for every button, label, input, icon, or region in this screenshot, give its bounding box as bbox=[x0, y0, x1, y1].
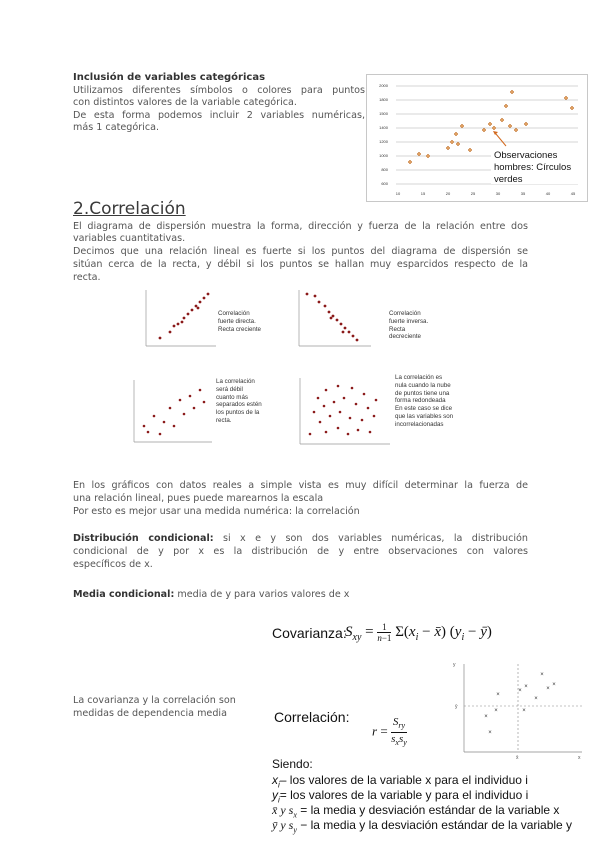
point bbox=[349, 417, 352, 420]
point bbox=[159, 337, 162, 340]
point bbox=[183, 413, 186, 416]
point bbox=[337, 385, 340, 388]
annotation-line-3: verdes bbox=[494, 174, 523, 185]
categorical-scatter-figure bbox=[366, 74, 588, 202]
point bbox=[355, 403, 358, 406]
point bbox=[153, 415, 156, 418]
panel-strong-inverse-plot bbox=[295, 288, 373, 350]
point bbox=[325, 431, 328, 434]
point bbox=[173, 425, 176, 428]
point bbox=[207, 293, 210, 296]
panel-strong-direct-plot bbox=[140, 288, 218, 350]
point bbox=[199, 301, 202, 304]
categoricas-line-1: Utilizamos diferentes símbolos o colores para puntos bbox=[73, 85, 365, 96]
correlacion-p1-line-2: variables cuantitativas. bbox=[73, 233, 186, 244]
panel-null-plot bbox=[296, 376, 392, 448]
caption-line: La correlación bbox=[216, 378, 255, 385]
point bbox=[375, 399, 378, 402]
media-definition: media de y para varios valores de x bbox=[177, 589, 350, 600]
caption-line: Correlación bbox=[389, 310, 421, 317]
point bbox=[373, 415, 376, 418]
caption-line: Recta creciente bbox=[218, 325, 261, 333]
point bbox=[203, 297, 206, 300]
x-tick: 25 bbox=[470, 191, 476, 196]
point: × bbox=[494, 708, 498, 714]
categoricas-line-2: con distintos valores de la variable categórica. bbox=[73, 97, 297, 108]
panel-weak-plot bbox=[130, 378, 214, 446]
y-tick: 1500 bbox=[379, 111, 388, 116]
correlacion-p2-line-3: recta. bbox=[73, 272, 101, 283]
x-tick: 30 bbox=[495, 191, 501, 196]
caption-line: de puntos tiene una bbox=[395, 389, 450, 397]
caption-line: nula cuando la nube bbox=[395, 381, 451, 389]
siendo-text: = la media y desviación estándar de la variable x bbox=[300, 803, 560, 817]
point: × bbox=[540, 672, 544, 678]
point bbox=[348, 331, 351, 334]
caption-line: Recta bbox=[389, 325, 406, 333]
point bbox=[361, 419, 364, 422]
point: × bbox=[488, 730, 492, 736]
correlacion-p2-line-2: sitúan cerca de la recta, y débil si los puntos se hallan muy esparcidos respecto de la bbox=[73, 259, 528, 270]
point bbox=[187, 313, 190, 316]
distribucion-line-2: condicional de y por x es la distribución de y entre observaciones con valores bbox=[73, 546, 528, 557]
point bbox=[195, 305, 198, 308]
annotation-line-1: Observaciones bbox=[494, 150, 558, 161]
caption-line: decreciente bbox=[389, 333, 421, 341]
point bbox=[356, 339, 359, 342]
caption-line: separados estén bbox=[216, 401, 262, 409]
point bbox=[143, 425, 146, 428]
point: × bbox=[484, 714, 488, 720]
x-axis-letter: x bbox=[578, 755, 581, 760]
point bbox=[179, 399, 182, 402]
distribucion-term: Distribución condicional: bbox=[73, 533, 214, 544]
siendo-line-4: ȳ y $s_y$ − la media y la desviación estándar de la variable y bbox=[272, 818, 573, 835]
y-tick: 1200 bbox=[379, 139, 388, 144]
caption-line: Correlación bbox=[218, 310, 250, 317]
point bbox=[330, 317, 333, 320]
correlacion-p1-line-1: El diagrama de dispersión muestra la forma, dirección y fuerza de la relación entre dos bbox=[73, 221, 528, 232]
annotation-line-2: hombres: Círculos bbox=[494, 162, 572, 173]
point bbox=[337, 427, 340, 430]
point bbox=[163, 421, 166, 424]
point: × bbox=[546, 686, 550, 692]
point bbox=[197, 307, 200, 310]
distribucion-definition: si x e y son dos variables numéricas, la distribución bbox=[223, 533, 528, 544]
media-line bbox=[73, 589, 349, 601]
x-tick: 15 bbox=[420, 191, 426, 196]
covarianza-note-line-2: medidas de dependencia media bbox=[73, 708, 227, 719]
point bbox=[177, 323, 180, 326]
y-tick: 2000 bbox=[379, 83, 388, 88]
x-mean-letter: x̄ bbox=[516, 755, 519, 760]
siendo-line-3: x̄ y $s_x$ = la media y desviación estándar de la variable x bbox=[272, 803, 560, 820]
point: × bbox=[534, 696, 538, 702]
caption-line: forma redondeada bbox=[395, 397, 446, 405]
y-axis-letter: y bbox=[453, 662, 456, 668]
caption-line: incorrelacionadas bbox=[395, 420, 444, 428]
point bbox=[352, 335, 355, 338]
point bbox=[193, 407, 196, 410]
point bbox=[367, 407, 370, 410]
y-tick: 1800 bbox=[379, 97, 388, 102]
point bbox=[328, 311, 331, 314]
point: × bbox=[496, 692, 500, 698]
point bbox=[191, 309, 194, 312]
point bbox=[159, 433, 162, 436]
x-tick: 40 bbox=[545, 191, 551, 196]
point bbox=[169, 331, 172, 334]
point bbox=[363, 393, 366, 396]
caption-line: La correlación es bbox=[395, 374, 443, 381]
point bbox=[351, 387, 354, 390]
point bbox=[323, 405, 326, 408]
y-tick: 800 bbox=[381, 167, 388, 172]
point: × bbox=[524, 684, 528, 690]
correlacion-formula: r = $S_{ry}$ $s_xs_y$ bbox=[372, 716, 407, 748]
point bbox=[173, 325, 176, 328]
covarianza-formula: $S_{xy}$ = $\frac{1}{n-1}$ $\Sigma(x_i$ − x̄) ($y_i$ − ȳ) bbox=[345, 622, 492, 644]
point: × bbox=[552, 682, 556, 688]
point bbox=[183, 317, 186, 320]
caption-line: recta. bbox=[216, 416, 232, 424]
point bbox=[333, 401, 336, 404]
point bbox=[203, 401, 206, 404]
caption-line: que las variables son bbox=[395, 412, 454, 420]
point bbox=[319, 421, 322, 424]
caption-line: fuerte directa. bbox=[218, 317, 256, 325]
siendo-text: = los valores de la variable y para el individuo i bbox=[279, 788, 529, 802]
y-tick: 600 bbox=[381, 181, 388, 186]
caption-line: cuanto más bbox=[216, 393, 248, 401]
point bbox=[324, 305, 327, 308]
y-mean-letter: ȳ bbox=[455, 704, 458, 710]
point bbox=[329, 415, 332, 418]
point bbox=[309, 433, 312, 436]
covarianza-note-line-1: La covarianza y la correlación son bbox=[73, 695, 236, 706]
point bbox=[343, 397, 346, 400]
x-tick: 10 bbox=[395, 191, 401, 196]
point bbox=[336, 319, 339, 322]
y-tick: 1000 bbox=[379, 153, 388, 158]
point bbox=[306, 293, 309, 296]
panel-null-caption bbox=[395, 374, 453, 429]
point bbox=[339, 411, 342, 414]
siendo-line-2: $y_i=$ los valores de la variable y para el individuo i bbox=[272, 788, 529, 805]
reales-line-2: una relación lineal, pues puede marearnos la escala bbox=[73, 493, 324, 504]
categoricas-line-4: más 1 categórica. bbox=[73, 122, 160, 133]
caption-line: será débil bbox=[216, 385, 243, 393]
point bbox=[347, 433, 350, 436]
distribucion-line-1 bbox=[73, 533, 528, 545]
panel-strong-inverse-caption bbox=[389, 310, 428, 341]
point bbox=[199, 389, 202, 392]
correlacion-heading: 2.Correlación bbox=[73, 199, 186, 219]
covarianza-label: Covarianza: bbox=[272, 625, 347, 641]
x-tick: 35 bbox=[520, 191, 526, 196]
caption-line: los puntos de la bbox=[216, 409, 260, 417]
point bbox=[340, 323, 343, 326]
point: × bbox=[522, 708, 526, 714]
panel-strong-direct-caption bbox=[218, 310, 261, 333]
point bbox=[147, 431, 150, 434]
correlacion-p2-line-1: Decimos que una relación lineal es fuerte si los puntos del diagrama de dispersión se bbox=[73, 246, 528, 257]
point bbox=[181, 321, 184, 324]
media-term: Media condicional: bbox=[73, 589, 175, 600]
point bbox=[317, 397, 320, 400]
point bbox=[314, 295, 317, 298]
caption-line: fuerte inversa. bbox=[389, 317, 429, 325]
point bbox=[169, 407, 172, 410]
point: × bbox=[518, 688, 522, 694]
point bbox=[342, 331, 345, 334]
y-tick: 1400 bbox=[379, 125, 388, 130]
point bbox=[332, 315, 335, 318]
point bbox=[318, 301, 321, 304]
siendo-text: − la media y la desviación estándar de la variable y bbox=[300, 818, 573, 832]
siendo-label: Siendo: bbox=[272, 757, 313, 771]
reales-line-3: Por esto es mejor usar una medida numérica: la correlación bbox=[73, 506, 360, 517]
point bbox=[369, 431, 372, 434]
correlacion-label: Correlación: bbox=[274, 709, 350, 725]
x-tick: 45 bbox=[570, 191, 576, 196]
point bbox=[189, 395, 192, 398]
quadrant-scatter-plot bbox=[452, 660, 588, 760]
siendo-line-1: $x_i-$ los valores de la variable x para el individuo i bbox=[272, 773, 528, 790]
point bbox=[344, 327, 347, 330]
reales-line-1: En los gráficos con datos reales a simple vista es muy difícil determinar la fuerza de bbox=[73, 480, 528, 491]
categoricas-title: Inclusión de variables categóricas bbox=[73, 72, 266, 83]
panel-weak-caption bbox=[216, 378, 262, 425]
categoricas-line-3: De esta forma podemos incluir 2 variables numéricas, bbox=[73, 110, 365, 121]
distribucion-line-3: específicos de x. bbox=[73, 559, 153, 570]
siendo-text: – los valores de la variable x para el individuo i bbox=[279, 773, 528, 787]
point bbox=[325, 389, 328, 392]
point bbox=[357, 429, 360, 432]
point bbox=[313, 411, 316, 414]
x-tick: 20 bbox=[445, 191, 451, 196]
caption-line: En este caso se dice bbox=[395, 405, 453, 413]
